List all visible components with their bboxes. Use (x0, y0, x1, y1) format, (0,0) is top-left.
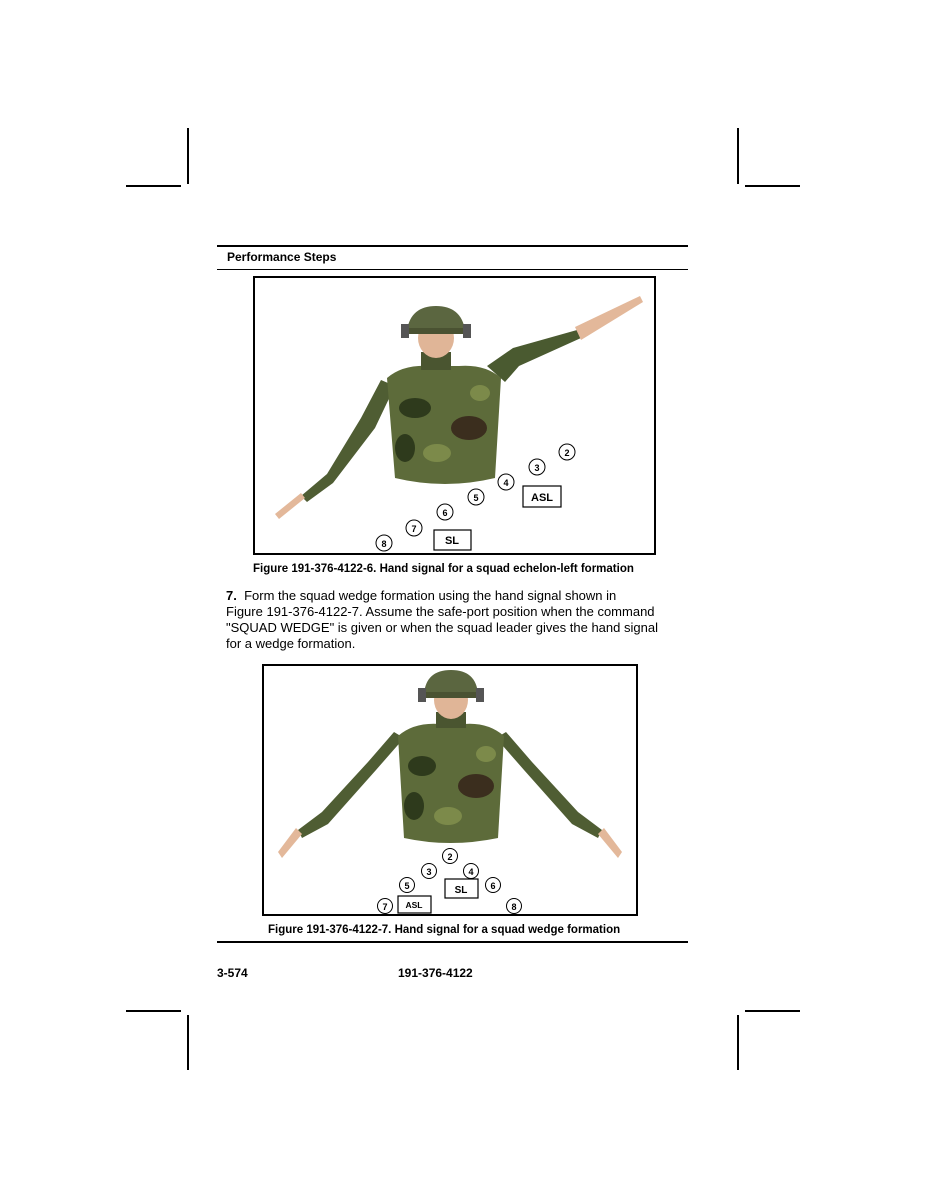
crop-mark-bottom-right-vertical (737, 1015, 739, 1070)
position-marker-4 (464, 864, 479, 879)
position-marker-6 (437, 504, 453, 520)
crop-mark-bottom-right-horizontal (745, 1010, 800, 1012)
position-marker-5 (468, 489, 484, 505)
position-marker-2 (559, 444, 575, 460)
position-marker-6 (486, 878, 501, 893)
position-marker-3 (422, 864, 437, 879)
sl-marker (434, 530, 471, 550)
position-marker-5 (400, 878, 415, 893)
svg-text:6: 6 (490, 881, 496, 891)
footer-rule (217, 941, 688, 943)
position-marker-7 (406, 520, 422, 536)
svg-text:SL: SL (444, 535, 460, 547)
crop-mark-bottom-left-horizontal (126, 1010, 181, 1012)
svg-text:ASL: ASL (531, 492, 553, 504)
position-marker-4 (498, 474, 514, 490)
svg-text:5: 5 (473, 493, 479, 503)
header-bottom-rule (217, 269, 688, 270)
svg-text:3: 3 (534, 463, 540, 473)
asl-marker (398, 896, 431, 913)
figure-wedge (262, 664, 638, 916)
crop-mark-top-left-horizontal (126, 185, 181, 187)
task-number: 191-376-4122 (398, 966, 473, 980)
figure-2-caption: Figure 191-376-4122-7. Hand signal for a squad wedge formation (268, 924, 621, 936)
step-line-4: for a wedge formation. (226, 636, 356, 651)
svg-text:8: 8 (511, 902, 517, 912)
position-marker-7 (378, 899, 393, 914)
section-title: Performance Steps (227, 250, 337, 264)
svg-text:2: 2 (564, 448, 570, 458)
svg-text:3: 3 (426, 867, 432, 877)
svg-text:ASL: ASL (405, 900, 423, 910)
crop-mark-top-right-vertical (737, 128, 739, 184)
step-number: 7. (226, 588, 237, 603)
svg-text:7: 7 (382, 902, 388, 912)
figure-echelon-left (253, 276, 656, 555)
svg-text:4: 4 (503, 478, 509, 488)
step-line-1: Form the squad wedge formation using the hand signal shown in (244, 588, 617, 603)
crop-mark-top-right-horizontal (745, 185, 800, 187)
position-marker-2 (443, 849, 458, 864)
step-line-3: "SQUAD WEDGE" is given or when the squad leader gives the hand signal (226, 620, 658, 635)
svg-text:8: 8 (381, 539, 387, 549)
svg-text:4: 4 (468, 867, 474, 877)
svg-text:7: 7 (411, 524, 417, 534)
svg-text:2: 2 (447, 852, 453, 862)
svg-text:5: 5 (404, 881, 410, 891)
sl-marker (445, 879, 478, 898)
position-marker-8 (507, 899, 522, 914)
step-7-paragraph (226, 588, 696, 652)
echelon-left-formation-diagram (255, 278, 654, 553)
asl-marker (523, 486, 561, 507)
position-marker-3 (529, 459, 545, 475)
wedge-formation-diagram (264, 666, 636, 914)
crop-mark-bottom-left-vertical (187, 1015, 189, 1070)
header-top-rule (217, 245, 688, 247)
svg-text:6: 6 (442, 508, 448, 518)
figure-1-caption: Figure 191-376-4122-6. Hand signal for a squad echelon-left formation (253, 563, 634, 575)
page-number: 3-574 (217, 966, 248, 980)
step-line-2: Figure 191-376-4122-7. Assume the safe-port position when the command (226, 604, 655, 619)
crop-mark-top-left-vertical (187, 128, 189, 184)
svg-text:SL: SL (454, 885, 468, 896)
position-marker-8 (376, 535, 392, 551)
